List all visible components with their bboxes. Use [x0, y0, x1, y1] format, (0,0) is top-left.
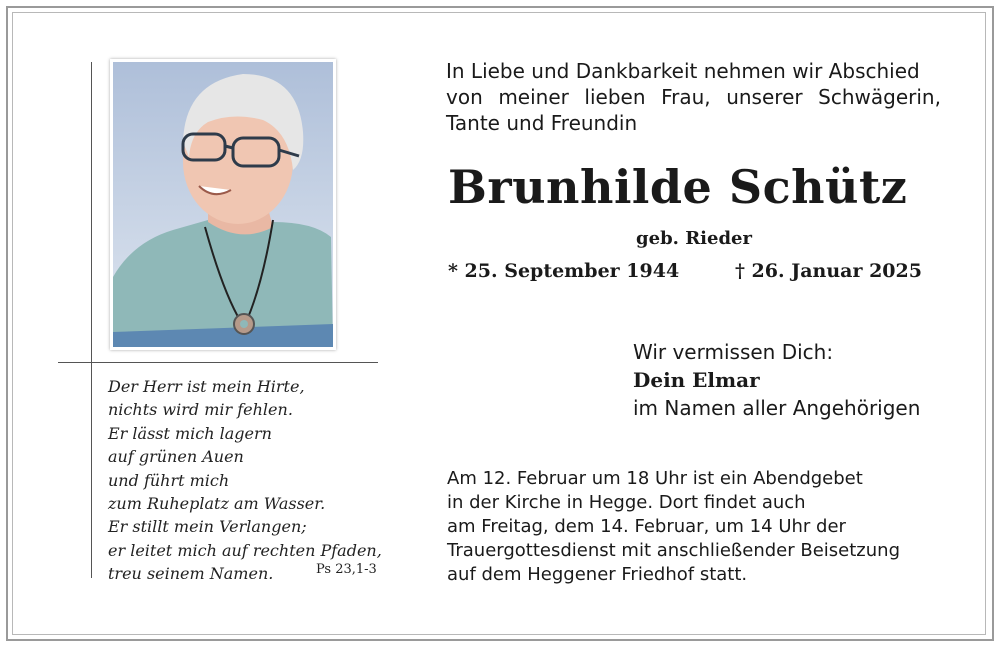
intro-line-2 [446, 84, 941, 110]
farewell-intro [446, 58, 946, 136]
intro-word: unserer [726, 85, 803, 109]
intro-word: Frau, [661, 85, 711, 109]
psalm-line: Er lässt mich lagern [108, 423, 272, 443]
service-line: in der Kirche in Hegge. Dort findet auch [447, 492, 806, 513]
psalm-line: nichts wird mir fehlen. [108, 400, 293, 420]
psalm-line: und führt mich [108, 470, 230, 490]
psalm-line: treu seinem Namen. [108, 564, 274, 584]
psalm-line: er leitet mich auf rechten Pfaden, [108, 540, 382, 560]
cross-vertical-line [91, 62, 92, 578]
intro-word: lieben [584, 85, 646, 109]
psalm-reference: Ps 23,1-3 [316, 562, 377, 577]
death-date: † 26. Januar 2025 [735, 260, 922, 282]
intro-word: Schwägerin, [818, 85, 941, 109]
intro-line-3: Tante und Freundin [446, 111, 638, 135]
cross-horizontal-line [58, 362, 378, 363]
psalm-line: auf grünen Auen [108, 447, 244, 467]
intro-word: von [446, 85, 483, 109]
mourners-line-3: im Namen aller Angehörigen [633, 396, 921, 420]
psalm-line: Er stillt mein Verlangen; [108, 517, 307, 537]
service-announcement [447, 467, 900, 587]
portrait-photo [110, 59, 336, 350]
intro-line-1: In Liebe und Dankbarkeit nehmen wir Abschied [446, 59, 920, 83]
service-line: am Freitag, dem 14. Februar, um 14 Uhr der [447, 516, 846, 537]
birth-date: * 25. September 1944 [448, 260, 680, 282]
psalm-line: Der Herr ist mein Hirte, [108, 377, 305, 396]
service-line: auf dem Heggener Friedhof statt. [447, 564, 748, 585]
maiden-name: geb. Rieder [636, 228, 752, 249]
psalm-verse [108, 375, 398, 586]
service-line: Am 12. Februar um 18 Uhr ist ein Abendgebet [447, 468, 863, 489]
deceased-name: Brunhilde Schütz [448, 160, 908, 214]
portrait-illustration [113, 62, 333, 347]
mourners-block [633, 338, 920, 422]
psalm-line: zum Ruheplatz am Wasser. [108, 494, 326, 514]
service-line: Trauergottesdienst mit anschließender Beisetzung [447, 540, 900, 561]
mourners-signature: Dein Elmar [633, 368, 760, 392]
mourners-line-1: Wir vermissen Dich: [633, 340, 834, 364]
intro-word: meiner [498, 85, 569, 109]
